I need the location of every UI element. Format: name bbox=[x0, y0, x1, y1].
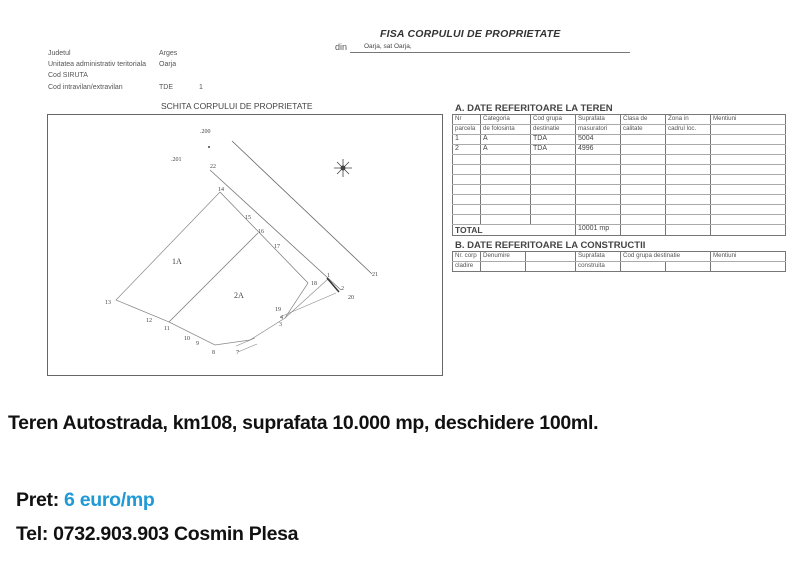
table-row-empty bbox=[453, 215, 786, 225]
cell-categoria: A bbox=[481, 135, 531, 145]
price-line bbox=[16, 489, 155, 512]
header-zona: Zona in bbox=[666, 115, 711, 125]
din-label: din bbox=[335, 42, 348, 52]
meta-label-intravilan: Cod intravilan/extravilan bbox=[48, 84, 123, 91]
cell-cod: TDA bbox=[531, 145, 576, 155]
table-row-empty bbox=[453, 195, 786, 205]
meta-value-intravilan-code: 1 bbox=[199, 84, 203, 91]
listing-caption: Teren Autostrada, km108, suprafata 10.000 mp, deschidere 100ml. bbox=[8, 412, 599, 434]
cell-empty bbox=[621, 145, 666, 155]
svg-text:20: 20 bbox=[348, 295, 354, 301]
header-mentiuni-2 bbox=[711, 125, 786, 135]
document-title: FISA CORPULUI DE PROPRIETATE bbox=[380, 28, 561, 40]
svg-text:21: 21 bbox=[372, 272, 378, 278]
parcel-label-1a: 1A bbox=[172, 257, 182, 266]
header-cod-grupa-2: destinatie bbox=[531, 125, 576, 135]
svg-text:19: 19 bbox=[275, 307, 281, 313]
parcel-sketch bbox=[0, 0, 450, 380]
meta-value-uat: Oarja bbox=[159, 61, 177, 68]
contact-phone: Tel: 0732.903.903 Cosmin Plesa bbox=[16, 523, 299, 545]
svg-text:18: 18 bbox=[311, 281, 317, 287]
meta-label-judet: Judetul bbox=[48, 50, 71, 57]
header-suprafata-construita-2: construita bbox=[576, 262, 621, 272]
cell-empty bbox=[666, 135, 711, 145]
sketch-title: SCHITA CORPULUI DE PROPRIETATE bbox=[161, 101, 313, 111]
total-value: 10001 mp bbox=[576, 225, 621, 236]
table-row bbox=[453, 135, 786, 145]
table-a bbox=[452, 114, 786, 236]
header-zona-2: cadrul loc. bbox=[666, 125, 711, 135]
header-suprafata-2: masuratori bbox=[576, 125, 621, 135]
header-cod-grupa: Cod grupa bbox=[531, 115, 576, 125]
table-a-header-row bbox=[453, 115, 786, 125]
svg-text:1: 1 bbox=[327, 273, 330, 279]
meta-value-judet: Arges bbox=[159, 50, 178, 57]
cell-empty bbox=[711, 145, 786, 155]
table-a-header-row-2 bbox=[453, 125, 786, 135]
cell-empty bbox=[666, 145, 711, 155]
meta-label-siruta: Cod SIRUTA bbox=[48, 72, 88, 79]
header-empty bbox=[526, 252, 576, 262]
svg-text:9: 9 bbox=[196, 341, 199, 347]
cell-empty bbox=[621, 135, 666, 145]
svg-text:4: 4 bbox=[280, 315, 283, 321]
cell-suprafata: 4996 bbox=[576, 145, 621, 155]
header-clasa: Clasa de bbox=[621, 115, 666, 125]
header-mentiuni: Mentiuni bbox=[711, 252, 786, 262]
parcel-label-2a: 2A bbox=[234, 291, 244, 300]
header-suprafata: Suprafata bbox=[576, 115, 621, 125]
table-row-empty bbox=[453, 205, 786, 215]
din-value: Oarja, sat Oarja, bbox=[364, 43, 412, 50]
svg-text:14: 14 bbox=[218, 187, 224, 193]
total-label: TOTAL bbox=[453, 225, 576, 236]
table-row-empty bbox=[453, 155, 786, 165]
header-categoria-2: de folosinta bbox=[481, 125, 531, 135]
table-a-total-row bbox=[453, 225, 786, 236]
svg-text:11: 11 bbox=[164, 326, 170, 332]
cell-categoria: A bbox=[481, 145, 531, 155]
header-nr-corp-2: cladire bbox=[453, 262, 481, 272]
svg-text:16: 16 bbox=[258, 229, 264, 235]
header-nr-2: parcela bbox=[453, 125, 481, 135]
table-row-empty bbox=[453, 175, 786, 185]
header-nr-corp: Nr. corp bbox=[453, 252, 481, 262]
meta-label-uat: Unitatea administrativ teritoriala bbox=[48, 61, 147, 68]
cell-empty bbox=[711, 135, 786, 145]
header-nr: Nr bbox=[453, 115, 481, 125]
svg-text:8: 8 bbox=[212, 350, 215, 356]
table-b-header-row bbox=[453, 252, 786, 262]
svg-text:12: 12 bbox=[146, 318, 152, 324]
svg-text:13: 13 bbox=[105, 300, 111, 306]
svg-text:7: 7 bbox=[236, 350, 239, 356]
svg-text:17: 17 bbox=[274, 244, 280, 250]
price-label: Pret: bbox=[16, 489, 65, 511]
table-b-header-row-2 bbox=[453, 262, 786, 272]
meta-value-intravilan: TDE bbox=[159, 84, 173, 91]
svg-text:.200: .200 bbox=[200, 129, 211, 135]
table-row bbox=[453, 145, 786, 155]
header-mentiuni: Mentiuni bbox=[711, 115, 786, 125]
header-cod-grupa-destinatie: Cod grupa destinatie bbox=[621, 252, 711, 262]
table-b-title: B. DATE REFERITOARE LA CONSTRUCTII bbox=[455, 240, 646, 251]
svg-text:15: 15 bbox=[245, 215, 251, 221]
cell-cod: TDA bbox=[531, 135, 576, 145]
table-a-title: A. DATE REFERITOARE LA TEREN bbox=[455, 103, 613, 114]
header-suprafata-construita: Suprafata bbox=[576, 252, 621, 262]
table-b bbox=[452, 251, 786, 272]
price-value: 6 euro/mp bbox=[64, 489, 155, 511]
svg-text:2: 2 bbox=[341, 286, 344, 292]
cell-nr: 2 bbox=[453, 145, 481, 155]
header-categoria: Categoria bbox=[481, 115, 531, 125]
svg-text:10: 10 bbox=[184, 336, 190, 342]
svg-text:.201: .201 bbox=[171, 157, 182, 163]
svg-text:22: 22 bbox=[210, 164, 216, 170]
table-row-empty bbox=[453, 165, 786, 175]
header-clasa-2: calitate bbox=[621, 125, 666, 135]
table-row-empty bbox=[453, 185, 786, 195]
cell-nr: 1 bbox=[453, 135, 481, 145]
svg-text:3: 3 bbox=[279, 322, 282, 328]
header-denumire: Denumire bbox=[481, 252, 526, 262]
cell-suprafata: 5004 bbox=[576, 135, 621, 145]
